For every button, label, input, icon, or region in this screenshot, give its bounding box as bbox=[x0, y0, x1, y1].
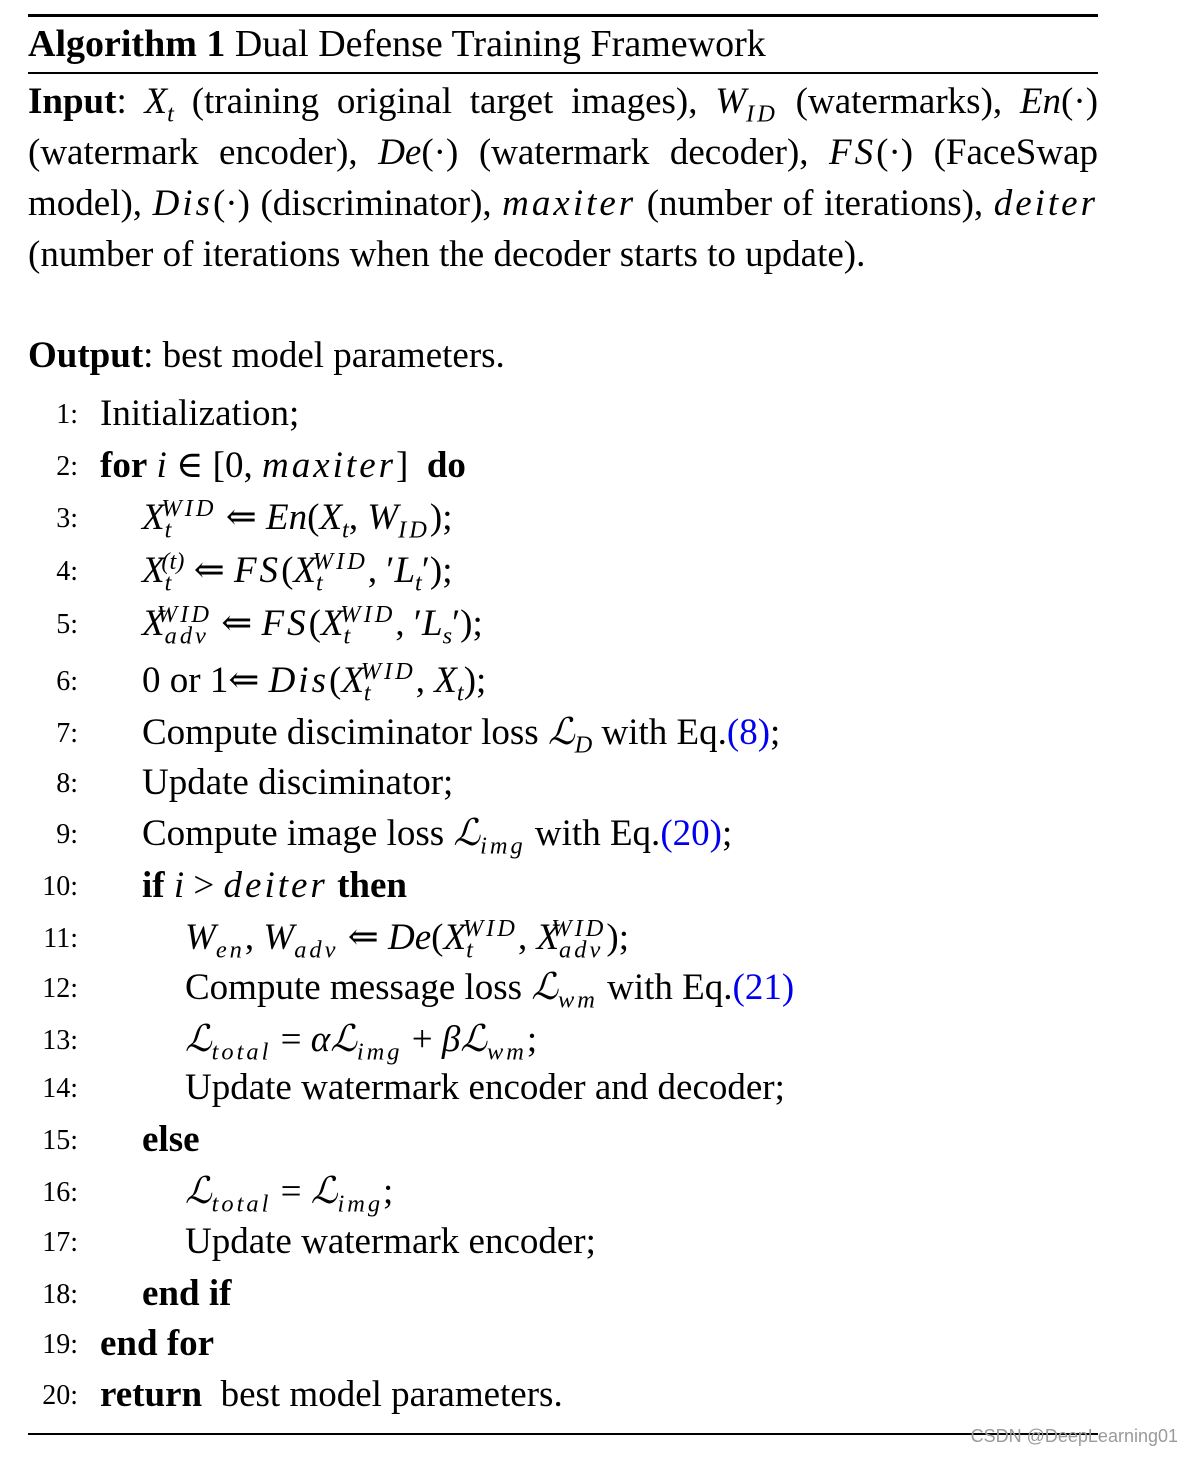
step-text: $X_{adv}^{WID}$ ⇐ $FS(X_t^{WID}$, $'L_s'$); bbox=[142, 600, 483, 650]
step-text: end for bbox=[100, 1323, 215, 1364]
step-9 bbox=[0, 808, 1192, 859]
step-text: Initialization; bbox=[100, 393, 300, 434]
step-text: Update watermark encoder and decoder; bbox=[185, 1067, 785, 1108]
eq20-link[interactable]: (20) bbox=[660, 813, 722, 854]
step-17 bbox=[0, 1216, 1192, 1267]
step-19 bbox=[0, 1318, 1192, 1369]
line-number: 17: bbox=[42, 1227, 78, 1258]
step-text: $W_{en}$, $W_{adv}$ ⇐ $De(X_t^{WID}$, $X_{adv}^{WID}$); bbox=[185, 914, 629, 964]
line-number: 9: bbox=[56, 819, 78, 850]
line-number: 2: bbox=[56, 451, 78, 482]
step-text: Compute message loss ℒ$_{wm}$ with Eq.(21) bbox=[185, 967, 795, 1014]
eq21-link[interactable]: (21) bbox=[732, 967, 795, 1008]
step-text: Compute image loss ℒ$_{img}$ with Eq.(20); bbox=[142, 813, 733, 860]
caption-rule bbox=[28, 72, 1098, 74]
line-number: 7: bbox=[56, 718, 78, 749]
algorithm-label: Algorithm 1 bbox=[28, 23, 226, 65]
input-spec bbox=[28, 76, 1098, 280]
csdn-watermark: CSDN @DeepLearning01 bbox=[970, 1426, 1178, 1446]
line-number: 5: bbox=[56, 609, 78, 640]
step-text: for i ∈ [0, maxiter] do bbox=[100, 445, 466, 486]
line-number: 14: bbox=[42, 1073, 78, 1104]
line-number: 4: bbox=[56, 556, 78, 587]
algorithm-caption bbox=[28, 17, 766, 72]
algorithm-title: Dual Defense Training Framework bbox=[234, 23, 766, 65]
line-number: 11: bbox=[43, 923, 78, 954]
output-label: Output bbox=[28, 335, 144, 376]
step-text: Update watermark encoder; bbox=[185, 1221, 596, 1262]
step-8 bbox=[0, 757, 1192, 808]
step-text: 0 or 1⇐ $Dis(X_t^{WID}$, $X_t$); bbox=[142, 657, 487, 707]
step-14 bbox=[0, 1062, 1192, 1113]
step-text: return best model parameters. bbox=[100, 1374, 563, 1415]
output-spec bbox=[28, 330, 1098, 381]
step-1 bbox=[0, 388, 1192, 439]
line-number: 6: bbox=[56, 666, 78, 697]
step-text: Compute disciminator loss ℒ$_D$ with Eq.(8); bbox=[142, 712, 781, 759]
bottom-rule bbox=[28, 1433, 1098, 1435]
step-12 bbox=[0, 962, 1192, 1013]
line-number: 1: bbox=[56, 399, 78, 430]
line-number: 10: bbox=[42, 871, 78, 902]
step-5 bbox=[0, 598, 1192, 649]
step-13 bbox=[0, 1014, 1192, 1065]
line-number: 20: bbox=[42, 1380, 78, 1411]
step-10 bbox=[0, 860, 1192, 911]
step-7 bbox=[0, 707, 1192, 758]
step-20 bbox=[0, 1369, 1192, 1420]
line-number: 8: bbox=[56, 768, 78, 799]
step-11 bbox=[0, 912, 1192, 963]
step-text: $X_t^{WID}$ ⇐ $En(X_t$, $W_{ID}$); bbox=[142, 494, 453, 544]
line-number: 18: bbox=[42, 1279, 78, 1310]
output-text: : best model parameters. bbox=[143, 335, 505, 376]
step-text: $X_t^{(t)}$ ⇐ $FS(X_t^{WID}$, $'L_t'$); bbox=[142, 547, 453, 597]
step-text: ℒ$_{total}$ = αℒ$_{img}$ + βℒ$_{wm}$; bbox=[185, 1019, 538, 1066]
step-4 bbox=[0, 545, 1192, 596]
line-number: 12: bbox=[42, 973, 78, 1004]
step-18 bbox=[0, 1268, 1192, 1319]
input-label: Input bbox=[28, 81, 117, 122]
line-number: 3: bbox=[56, 503, 78, 534]
step-text: else bbox=[142, 1119, 200, 1160]
line-number: 13: bbox=[42, 1025, 78, 1056]
step-6 bbox=[0, 655, 1192, 706]
line-number: 16: bbox=[42, 1177, 78, 1208]
eq8-link[interactable]: (8) bbox=[726, 712, 771, 753]
step-text: if i > deiter then bbox=[142, 865, 407, 906]
step-3 bbox=[0, 492, 1192, 543]
line-number: 15: bbox=[42, 1125, 78, 1156]
input-text: : $X_t$ (training original target images), $W_{ID}$ (watermarks), En(·) (watermark encoder), De(·) (watermark decoder), FS(·) (FaceSwap model), Dis(·) (discriminator), maxiter (number of iterations), deiter (number of iterations when the decoder starts to update). bbox=[28, 81, 1099, 275]
step-16 bbox=[0, 1166, 1192, 1217]
step-text: Update disciminator; bbox=[142, 762, 454, 803]
step-text: end if bbox=[142, 1273, 232, 1314]
step-text: ℒ$_{total}$ = ℒ$_{img}$; bbox=[185, 1171, 394, 1218]
line-number: 19: bbox=[42, 1329, 78, 1360]
step-15 bbox=[0, 1114, 1192, 1165]
step-2 bbox=[0, 440, 1192, 491]
